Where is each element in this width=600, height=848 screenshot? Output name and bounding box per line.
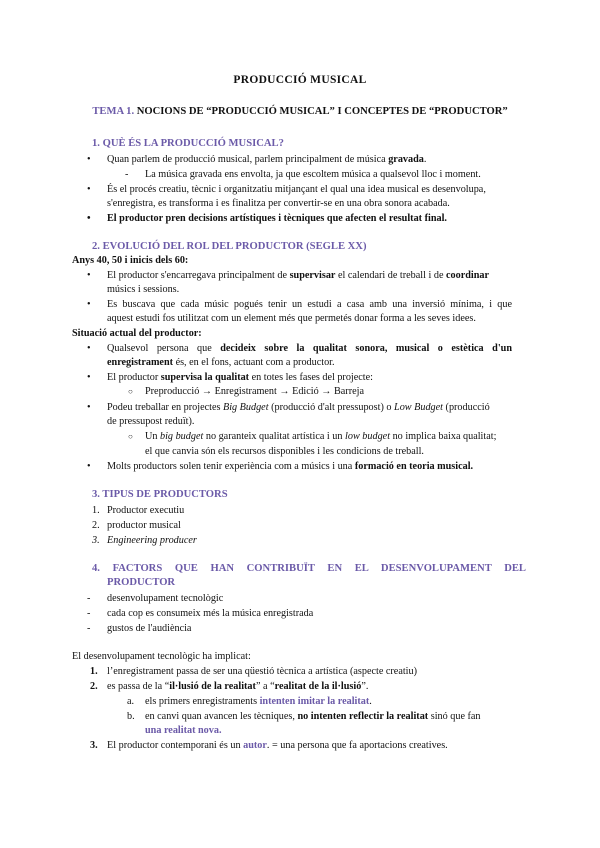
s3-item-1-number: 1. [92, 505, 100, 516]
s3-item-1: Productor executiu [107, 505, 185, 516]
s2-c3-sub-line-1: ○ Un big budget no garanteix qualitat artística i un low budget no implica baixa qualitat; [145, 430, 496, 443]
s2-c1-line-1: • Qualsevol persona que decideix sobre la qualitat sonora, musical o estètica d'un [107, 342, 512, 355]
s4-na-letter: a. [127, 696, 135, 707]
s1-bullet-1: • Quan parlem de producció musical, parlem principalment de música gravada. [107, 153, 426, 166]
s4-intro: El desenvolupament tecnològic ha implicat: [72, 651, 251, 662]
s4-factor-1: - desenvolupament tecnològic [107, 592, 223, 605]
topic-number: TEMA 1. [92, 106, 135, 117]
s2-subheading-2: Situació actual del productor: [72, 328, 202, 339]
s4-n3-number: 3. [90, 740, 98, 751]
section-3-heading: 3. TIPUS DE PRODUCTORS [92, 489, 228, 500]
section-4-heading-line-1: 4. FACTORS QUE HAN CONTRIBUÏT EN EL DESENVOLUPAMENT DEL [92, 563, 526, 574]
s4-n2: es passa de la “il·lusió de la realitat” a “realitat de la il·lusió”. [107, 681, 369, 692]
s2-c2: • El productor supervisa la qualitat en totes les fases del projecte: [107, 371, 373, 384]
s4-nb-line-1: en canvi quan avancen les tècniques, no intenten reflectir la realitat sinó que fan [145, 711, 481, 722]
s2-c4: • Molts productors solen tenir experiència com a músics i una formació en teoria musical. [107, 460, 473, 473]
page-title: PRODUCCIÓ MUSICAL [233, 74, 367, 86]
section-2-heading: 2. EVOLUCIÓ DEL ROL DEL PRODUCTOR (SEGLE XX) [92, 241, 367, 252]
s2-c3-line-2: de pressupost reduït). [107, 416, 195, 427]
s2-a1-line-2: músics i sessions. [107, 284, 180, 295]
s4-factor-3: - gustos de l'audiència [107, 622, 191, 635]
s1-bullet-3: • El productor pren decisions artístiques i tècniques que afecten el resultat final. [107, 212, 447, 225]
topic-text: NOCIONS DE “PRODUCCIÓ MUSICAL” I CONCEPTES DE “PRODUCTOR” [136, 106, 508, 117]
s1-subbullet: - La música gravada ens envolta, ja que escoltem música a qualsevol lloc i moment. [145, 168, 481, 181]
s2-a2-line-2: aquest estudi fos utilitzat com un element més que permetés donar forma a les seves idees. [107, 313, 476, 324]
s4-nb-line-2: una realitat nova. [145, 725, 222, 736]
s4-n3: El productor contemporani és un autor. = una persona que fa aportacions creatives. [107, 740, 448, 751]
s2-a2-line-1: • Es buscava que cada músic pogués tenir un estudi a casa amb una inversió mínima, i que [107, 298, 512, 311]
s4-n1: l’enregistrament passa de ser una qüestió tècnica a artística (aspecte creatiu) [107, 666, 418, 677]
s3-item-3-number: 3. [92, 535, 100, 546]
section-1-heading: 1. QUÈ ÉS LA PRODUCCIÓ MUSICAL? [92, 138, 284, 149]
s2-c3-line-1: • Podeu treballar en projectes Big Budget (producció d'alt pressupost) o Low Budget (producció [107, 401, 490, 414]
s4-nb-letter: b. [127, 711, 135, 722]
s3-item-2: productor musical [107, 520, 181, 531]
s4-n1-number: 1. [90, 666, 98, 677]
s2-c1-line-2: enregistrament és, en el fons, actuant com a productor. [107, 357, 335, 368]
s2-c3-sub-line-2: el que canvia són els recursos disponibles i les condicions de treball. [145, 446, 424, 457]
s2-subheading-1: Anys 40, 50 i inicis dels 60: [72, 255, 189, 266]
s3-item-3: Engineering producer [107, 535, 197, 546]
s4-factor-2: - cada cop es consumeix més la música enregistrada [107, 607, 313, 620]
topic-title [0, 105, 600, 118]
s4-n2-number: 2. [90, 681, 98, 692]
s2-a1-line-1: • El productor s'encarregava principalment de supervisar el calendari de treball i de coordinar [107, 269, 489, 282]
s1-bullet-2-line-2: s'enregistra, es transforma i es finalitza per convertir-se en una obra sonora acabada. [107, 198, 450, 209]
s1-bullet-2-line-1: • És el procés creatiu, tècnic i organitzatiu mitjançant el qual una idea musical es desenvolupa, [107, 183, 486, 196]
s4-na: els primers enregistraments intenten imitar la realitat. [145, 696, 372, 707]
section-4-heading-line-2: PRODUCTOR [107, 577, 176, 588]
s3-item-2-number: 2. [92, 520, 100, 531]
s2-c2-sub: ○ Preproducció → Enregistrament → Edició → Barreja [145, 385, 364, 398]
